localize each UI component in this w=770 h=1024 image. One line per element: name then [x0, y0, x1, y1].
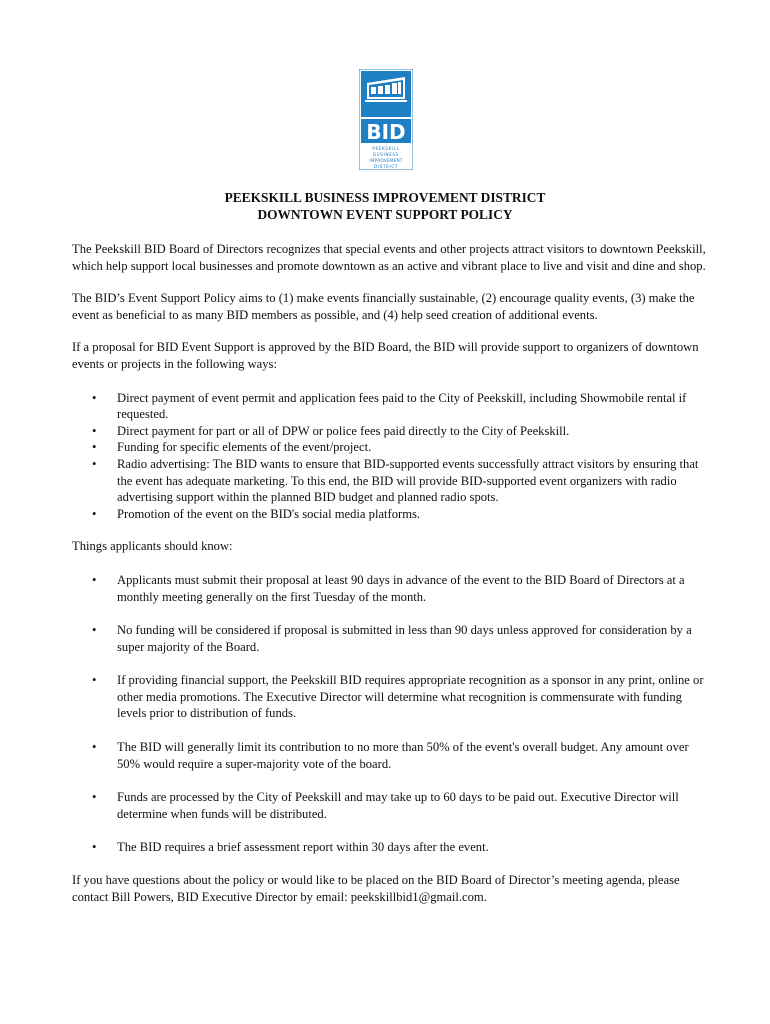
bullet-icon: •: [92, 790, 97, 805]
bullet-icon: •: [92, 440, 97, 455]
know-list: [72, 572, 712, 856]
list-item-text: No funding will be considered if proposal is submitted in less than 90 days unless approved for consideration by a super majority of the Board.: [117, 623, 692, 654]
list-item-text: Radio advertising: The BID wants to ensure that BID-supported events successfully attract visitors by ensuring that the event has adequate marketing. To this end, the BID will provide BID-supported event organizers with radio advertising support within the planned BID budget and planned radio spots.: [117, 456, 699, 505]
list-item: [72, 672, 712, 722]
bullet-icon: •: [92, 673, 97, 688]
list-item-text: The BID requires a brief assessment report within 30 days after the event.: [117, 840, 489, 855]
bid-logo: [359, 69, 413, 170]
logo-tagline-4: DISTRICT: [373, 164, 399, 169]
list-item: [72, 439, 712, 456]
list-item-text: Funds are processed by the City of Peekskill and may take up to 60 days to be paid out. Executive Director will determine when funds will be distributed.: [117, 790, 679, 821]
list-item: [72, 390, 712, 423]
bullet-icon: •: [92, 840, 97, 855]
list-item-text: The BID will generally limit its contribution to no more than 50% of the event's overall budget. Any amount over 50% would require a super-majority vote of the board.: [117, 740, 689, 771]
aims-paragraph: The BID’s Event Support Policy aims to (1) make events financially sustainable, (2) encourage quality events, (3) make the event as beneficial to as many BID members as possible, and (4) help seed creation of additional events.: [72, 291, 695, 322]
title-line-1: PEEKSKILL BUSINESS IMPROVEMENT DISTRICT: [224, 190, 546, 205]
logo-tagline-3: IMPROVEMENT: [369, 158, 403, 163]
bullet-icon: •: [92, 423, 97, 438]
document-body: [72, 241, 712, 905]
logo-wordmark: BID: [366, 120, 406, 144]
list-item: [72, 572, 712, 605]
list-item: [72, 789, 712, 822]
list-item-text: Funding for specific elements of the event/project.: [117, 440, 372, 455]
contact-paragraph: If you have questions about the policy or would like to be placed on the BID Board of Director’s meeting agenda, please contact Bill Powers, BID Executive Director by email: peekskillbid1@gmail.com.: [72, 873, 680, 904]
list-item-text: Applicants must submit their proposal at least 90 days in advance of the event to the BID Board of Directors at a monthly meeting generally on the first Tuesday of the month.: [117, 572, 685, 604]
intro-paragraph: The Peekskill BID Board of Directors recognizes that special events and other projects attract visitors to downtown Peekskill, which help support local businesses and promote downtown as an active and vibrant place to live and visit and dine and shop.: [72, 242, 706, 273]
list-item-text: Promotion of the event on the BID's social media platforms.: [117, 506, 421, 521]
list-item: [72, 456, 712, 506]
bullet-icon: •: [92, 623, 97, 638]
title-line-2: DOWNTOWN EVENT SUPPORT POLICY: [257, 207, 513, 222]
bullet-icon: •: [92, 506, 97, 521]
list-item: [72, 739, 712, 772]
logo-tagline-2: BUSINESS: [373, 152, 399, 157]
list-item: [72, 506, 712, 523]
bullet-icon: •: [92, 456, 97, 471]
list-item: [72, 622, 712, 655]
know-intro-paragraph: Things applicants should know:: [72, 539, 233, 554]
bullet-icon: •: [92, 740, 97, 755]
logo-tagline-1: PEEKSKILL: [372, 146, 400, 151]
bid-building-logo-icon: [359, 69, 413, 170]
support-list: [72, 390, 712, 523]
bullet-icon: •: [92, 390, 97, 405]
support-intro-paragraph: If a proposal for BID Event Support is approved by the BID Board, the BID will provide support to organizers of downtown events or projects in the following ways:: [72, 340, 699, 371]
list-item: [72, 423, 712, 440]
document-title: [0, 189, 770, 223]
bullet-icon: •: [92, 572, 97, 587]
list-item: [72, 839, 712, 856]
list-item-text: Direct payment of event permit and application fees paid to the City of Peekskill, including Showmobile rental if requested.: [117, 390, 687, 422]
list-item-text: If providing financial support, the Peekskill BID requires appropriate recognition as a sponsor in any print, online or other media promotions. The Executive Director will determine what recognition is commensurate with funding levels prior to distribution of funds.: [117, 673, 704, 721]
list-item-text: Direct payment for part or all of DPW or police fees paid directly to the City of Peekskill.: [117, 423, 570, 438]
